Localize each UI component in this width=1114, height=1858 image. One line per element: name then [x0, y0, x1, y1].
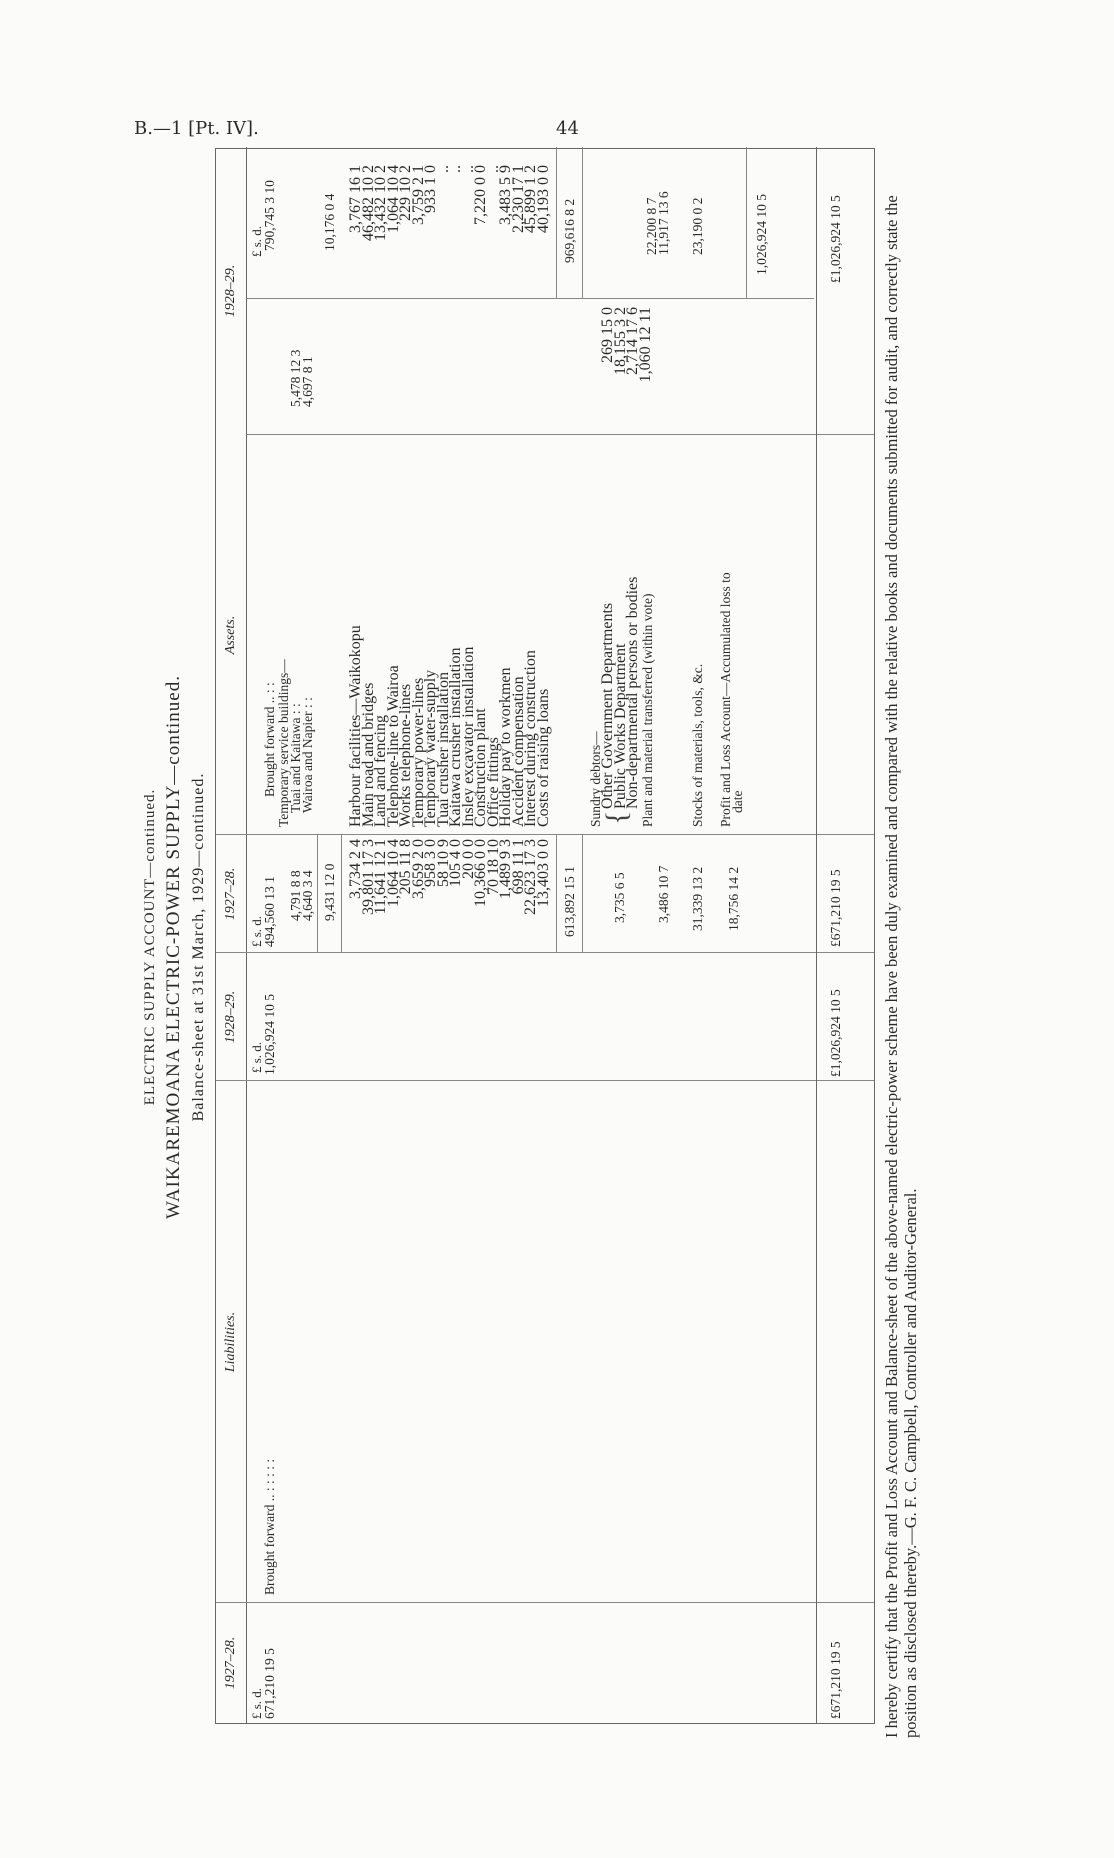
unit-header: £ s. d.	[249, 1041, 264, 1073]
sundry-sub: 269 15 0	[599, 307, 616, 363]
item-prev: 205 11 8	[397, 839, 414, 895]
asset-temp-prev-2: 4,640 3 4	[300, 870, 315, 921]
asset-bf-prev: 494,560 13 1	[262, 876, 277, 947]
pl-label-1: Profit and Loss Account—Accumulated loss to	[718, 572, 733, 827]
balance-table	[215, 148, 875, 1724]
item-curr: 7,220 0 0	[472, 165, 489, 225]
title-line-2: WAIKAREMOANA ELECTRIC-POWER SUPPLY—continued.	[163, 675, 184, 1219]
item-label: Construction plant	[472, 708, 489, 827]
col-rule	[246, 434, 874, 435]
item-curr: ..	[484, 165, 502, 173]
item-curr: ..	[447, 165, 464, 173]
header-liabilities: Liabilities.	[216, 1081, 247, 1603]
item-curr: 46,482 10 2	[359, 165, 377, 241]
sundry-label: Public Works Department	[611, 643, 629, 809]
item-prev: 3,734 2 4	[347, 839, 364, 899]
asset-temp-prev-1: 4,791 8 8	[288, 870, 303, 921]
header-liab-1927: 1927–28.	[216, 1603, 247, 1723]
header-assets-1927: 1927–28.	[216, 835, 247, 953]
temp-header: Temporary service buildings—	[276, 659, 291, 827]
rule	[317, 835, 318, 953]
sundry-header: Sundry debtors—	[588, 731, 603, 827]
sundry-sub: 2,714 17 6	[624, 307, 641, 375]
item-prev: 22,623 17 3	[522, 839, 539, 915]
asset-temp-total-prev: 9,431 12 0	[322, 863, 337, 921]
item-curr: ..	[459, 165, 477, 173]
plant-curr: 11,917 13 6	[656, 191, 671, 255]
rule	[582, 835, 583, 953]
item-curr: 40,193 0 0	[534, 165, 552, 233]
sundry-label: Other Government Departments	[599, 602, 616, 809]
sundry-sub: 18,155 3 2	[611, 307, 629, 375]
temp-label-1: Tuai and Kaitawa : :	[288, 703, 303, 813]
item-prev: 13,403 0 0	[534, 839, 552, 907]
asset-total-prev: £671,210 19 5	[828, 869, 843, 947]
item-curr: 2,230 17 1	[509, 165, 527, 233]
item-prev: 58 10 9	[434, 839, 452, 887]
item-curr: 229 10 2	[397, 165, 414, 221]
item-label: Office fittings	[484, 737, 502, 827]
col-rule	[216, 834, 874, 835]
item-curr: ..	[434, 165, 452, 173]
item-curr: 1,064 10 4	[384, 165, 402, 233]
temp-sub-1: 5,478 12 3	[288, 349, 303, 407]
asset-item-labels	[347, 625, 552, 827]
grand-curr: 1,026,924 10 5	[754, 194, 769, 275]
brace-icon: {	[600, 810, 633, 825]
item-curr: 933 1 0	[422, 165, 439, 213]
liab-brought-forward: Brought forward .. : : : : :	[262, 1458, 277, 1595]
item-label: Insley excavator installation	[459, 646, 477, 827]
asset-items-curr	[347, 165, 552, 283]
sundry-labels	[599, 576, 641, 809]
liab-total-prev: £671,210 19 5	[828, 1641, 843, 1719]
item-label: Kaitawa crusher installation	[447, 647, 464, 827]
asset-bf-curr: 790,745 3 10	[262, 180, 277, 251]
asset-items-prev	[347, 839, 552, 945]
liab-prev: 671,210 19 5	[262, 1648, 277, 1719]
sundry-curr: 22,200 8 7	[644, 197, 659, 255]
col-rule	[216, 1602, 874, 1603]
title-line-3: Balance-sheet at 31st March, 1929—continued.	[190, 772, 207, 1122]
page-number: 44	[556, 118, 579, 139]
temp-label-2: Wairoa and Napier : :	[300, 697, 315, 813]
item-prev: 698 11 1	[509, 839, 527, 895]
item-curr: 3,767 16 1	[347, 165, 364, 233]
page-header-ref: B.—1 [Pt. IV].	[134, 118, 259, 139]
unit-header: £ s. d.	[249, 915, 264, 947]
asset-bf-label: Brought forward .. : :	[262, 682, 277, 797]
item-prev: 20 0 0	[459, 839, 477, 879]
unit-header: £ s. d.	[249, 225, 264, 257]
item-curr: 45,899 1 2	[522, 165, 539, 233]
subtotal-prev: 613,892 15 1	[562, 866, 577, 937]
rule	[746, 147, 747, 299]
balance-sheet	[142, 152, 932, 1742]
item-label: Interest during construction	[522, 650, 539, 827]
liab-total-curr: £1,026,924 10 5	[828, 989, 843, 1077]
item-label: Main road and bridges	[359, 682, 377, 827]
rule	[556, 147, 557, 299]
pl-label-2: date	[730, 790, 745, 813]
item-label: Holiday pay to workmen	[497, 667, 514, 827]
totals-rule	[816, 147, 817, 1723]
header-assets: Assets.	[216, 435, 247, 835]
item-curr: 13,432 10 2	[372, 165, 389, 241]
col-rule	[246, 298, 814, 299]
temp-sub-2: 4,697 8 1	[300, 356, 315, 407]
col-rule	[216, 952, 874, 953]
sundry-label: Non-departmental persons or bodies	[624, 576, 641, 809]
temp-total-curr: 10,176 0 4	[322, 193, 337, 251]
item-label: Telephone-line to Wairoa	[384, 665, 402, 827]
stocks-prev: 31,339 13 2	[690, 866, 705, 931]
item-prev: 10,366 0 0	[472, 839, 489, 907]
item-prev: 11,641 12 1	[372, 839, 389, 915]
sundry-sub-values	[599, 307, 654, 425]
liab-curr: 1,026,924 10 5	[262, 994, 277, 1075]
rule	[556, 835, 557, 953]
stocks-curr: 23,190 0 2	[690, 197, 705, 255]
rule	[341, 835, 342, 953]
item-prev: 105 4 0	[447, 839, 464, 887]
item-label: Temporary power-lines	[409, 677, 427, 827]
item-prev: 70 18 10	[484, 839, 502, 895]
col-rule	[216, 1080, 874, 1081]
auditor-certificate: I hereby certify that the Profit and Loss Account and Balance-sheet of the above-named electric-power scheme have been duly examined and compared with the relative books and documents submitted for audit, and correctly state the position as disclosed thereby.—G. F. C. Campbell, Controller and Auditor-General.	[882, 195, 920, 1738]
item-label: Harbour facilities—Waikokopu	[347, 625, 364, 827]
subtotal-curr: 969,616 8 2	[562, 198, 577, 263]
title-line-1: ELECTRIC SUPPLY ACCOUNT—continued.	[142, 788, 158, 1106]
sundry-prev: 3,735 6 5	[612, 872, 627, 923]
asset-total-curr: £1,026,924 10 5	[828, 195, 843, 283]
item-prev: 3,659 2 0	[409, 839, 427, 899]
plant-prev: 3,486 10 7	[656, 865, 671, 923]
item-curr: 3,483 5 9	[497, 165, 514, 225]
item-label: Tuai crusher installation	[434, 672, 452, 827]
header-liab-1928: 1928–29.	[216, 953, 247, 1081]
item-prev: 39,801 17 3	[359, 839, 377, 915]
item-prev: 958 3 0	[422, 839, 439, 887]
plant-label: Plant and material transferred (within vote)	[640, 593, 655, 827]
pl-prev: 18,756 14 2	[726, 866, 741, 931]
item-prev: 1,064 10 4	[384, 839, 402, 907]
item-label: Land and fencing	[372, 715, 389, 827]
header-assets-1928: 1928–29.	[216, 147, 247, 435]
stocks-label: Stocks of materials, tools, &c.	[690, 663, 705, 827]
item-prev: 1,489 9 3	[497, 839, 514, 899]
plant-sub: 1,060 12 11	[636, 307, 654, 383]
item-label: Accident compensation	[509, 676, 527, 827]
item-curr: 3,759 2 1	[409, 165, 427, 225]
rule	[582, 147, 583, 299]
item-label: Temporary water-supply	[422, 669, 439, 827]
item-label: Costs of raising loans	[534, 688, 552, 827]
unit-header: £ s. d.	[249, 1687, 264, 1719]
item-label: Works telephone-lines	[397, 683, 414, 827]
